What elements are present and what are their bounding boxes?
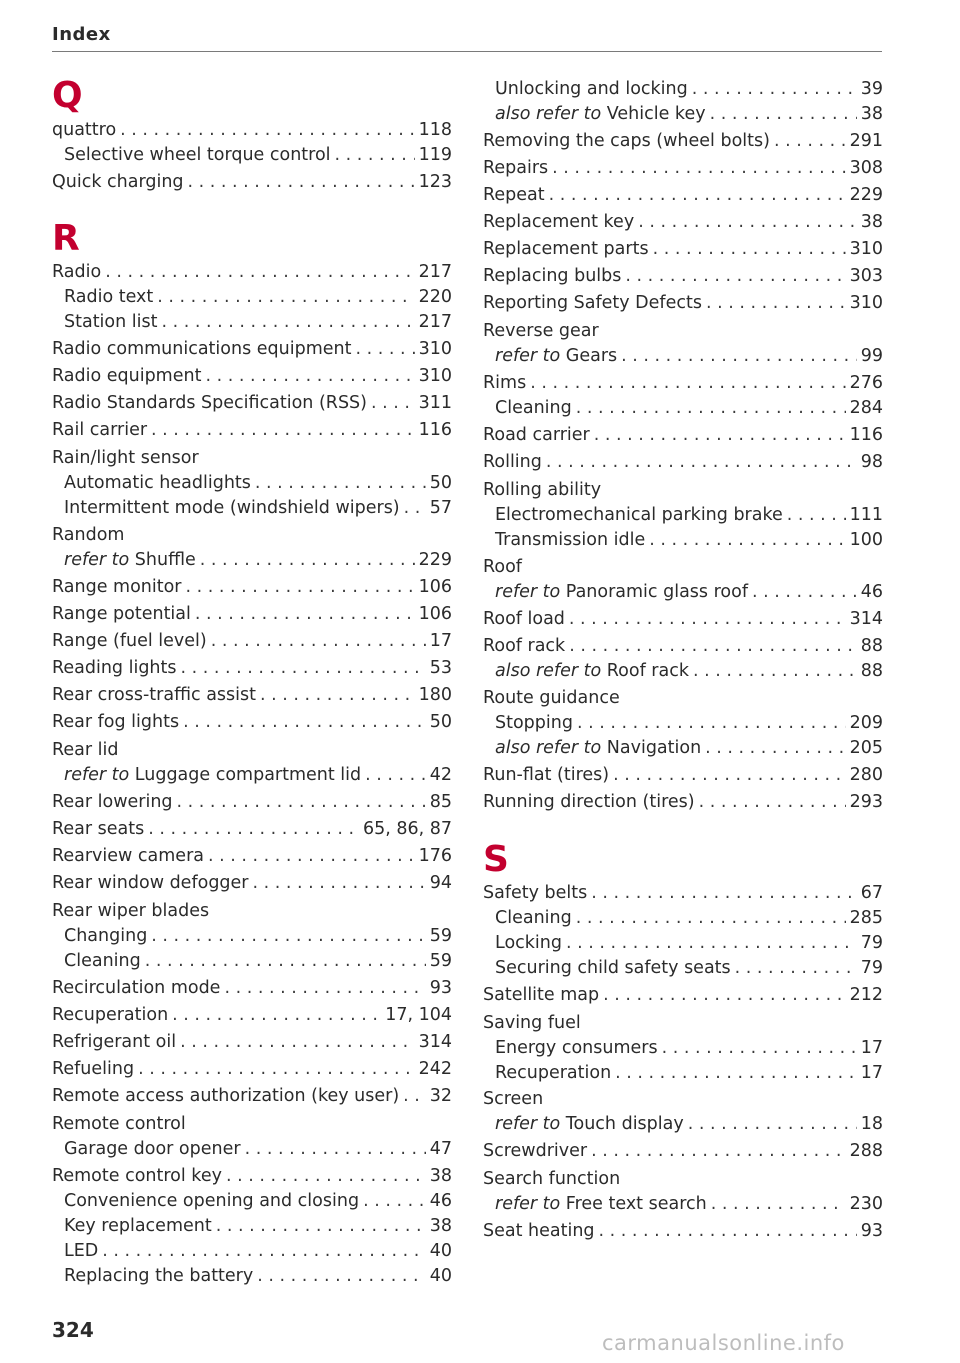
index-entry: Reporting Safety Defects . . . 310 — [483, 290, 883, 316]
index-crossref: also refer to Navigation . . . 205 — [495, 735, 883, 761]
index-entry: Range monitor . . . 106 — [52, 574, 452, 600]
index-subentry: Station list . . . 217 — [64, 309, 452, 335]
index-subentry: Cleaning . . . 285 — [495, 905, 883, 931]
index-entry: Replacement parts . . . 310 — [483, 236, 883, 262]
index-subentry: Securing child safety seats . . . 79 — [495, 955, 883, 981]
header-divider — [52, 51, 882, 52]
index-subentry: Key replacement . . . 38 — [64, 1213, 452, 1239]
index-subentry: Radio text . . . 220 — [64, 284, 452, 310]
index-crossref: refer to Panoramic glass roof . . . 46 — [495, 579, 883, 605]
index-heading: Roof — [483, 557, 522, 577]
index-entry: Rims . . . 276 — [483, 370, 883, 396]
index-entry: Road carrier . . . 116 — [483, 422, 883, 448]
index-subentry: Cleaning . . . 284 — [495, 395, 883, 421]
index-entry: Removing the caps (wheel bolts) . . . 291 — [483, 128, 883, 154]
index-subentry: LED . . . 40 — [64, 1238, 452, 1264]
index-entry: Rear seats . . . 65, 86, 87 — [52, 816, 452, 842]
index-subentry: Recuperation . . . 17 — [495, 1060, 883, 1086]
index-entry: Satellite map . . . 212 — [483, 982, 883, 1008]
index-crossref: refer to Touch display . . . 18 — [495, 1111, 883, 1137]
index-heading: Saving fuel — [483, 1013, 581, 1033]
index-heading: Screen — [483, 1089, 544, 1109]
index-heading: Remote control — [52, 1114, 186, 1134]
index-entry: Radio communications equipment . . . 310 — [52, 336, 452, 362]
index-entry: Rear window defogger . . . 94 — [52, 870, 452, 896]
index-crossref: refer to Gears . . . 99 — [495, 343, 883, 369]
index-entry: Radio Standards Specification (RSS) . . . 311 — [52, 390, 452, 416]
index-entry: Recirculation mode . . . 93 — [52, 975, 452, 1001]
index-entry: Replacing bulbs . . . 303 — [483, 263, 883, 289]
index-crossref: refer to Shuffle . . . 229 — [64, 547, 452, 573]
index-crossref: also refer to Roof rack . . . 88 — [495, 658, 883, 684]
index-entry: Repeat . . . 229 — [483, 182, 883, 208]
index-entry: Run-flat (tires) . . . 280 — [483, 762, 883, 788]
section-letter-r: R — [52, 218, 80, 259]
index-entry: Reading lights . . . 53 — [52, 655, 452, 681]
index-crossref: refer to Free text search . . . 230 — [495, 1191, 883, 1217]
index-entry: Refueling . . . 242 — [52, 1056, 452, 1082]
index-entry: Range potential . . . 106 — [52, 601, 452, 627]
index-entry: Safety belts . . . 67 — [483, 880, 883, 906]
index-subentry: Electromechanical parking brake . . . 111 — [495, 502, 883, 528]
index-entry: Seat heating . . . 93 — [483, 1218, 883, 1244]
index-entry: Rear fog lights . . . 50 — [52, 709, 452, 735]
index-entry: Roof load . . . 314 — [483, 606, 883, 632]
section-letter-q: Q — [52, 75, 83, 116]
index-subentry: Cleaning . . . 59 — [64, 948, 452, 974]
index-entry: Recuperation . . . 17, 104 — [52, 1002, 452, 1028]
index-heading: Reverse gear — [483, 321, 599, 341]
index-entry: Quick charging . . . 123 — [52, 169, 452, 195]
index-subentry: Replacing the battery . . . 40 — [64, 1263, 452, 1289]
index-subentry: Selective wheel torque control . . . 119 — [64, 142, 452, 168]
running-header — [52, 24, 882, 52]
section-letter-s: S — [483, 839, 509, 880]
index-subentry: Changing . . . 59 — [64, 923, 452, 949]
index-entry: Running direction (tires) . . . 293 — [483, 789, 883, 815]
index-subentry: Stopping . . . 209 — [495, 710, 883, 736]
index-entry: Rearview camera . . . 176 — [52, 843, 452, 869]
index-crossref: also refer to Vehicle key . . . 38 — [495, 101, 883, 127]
index-entry: Rail carrier . . . 116 — [52, 417, 452, 443]
index-entry: Repairs . . . 308 — [483, 155, 883, 181]
index-entry: Rear cross-traffic assist . . . 180 — [52, 682, 452, 708]
index-subentry: Unlocking and locking . . . 39 — [495, 76, 883, 102]
index-entry: Range (fuel level) . . . 17 — [52, 628, 452, 654]
index-entry: Remote control key . . . 38 — [52, 1163, 452, 1189]
index-entry: Roof rack . . . 88 — [483, 633, 883, 659]
index-entry: Rolling . . . 98 — [483, 449, 883, 475]
index-heading: Rain/light sensor — [52, 448, 199, 468]
index-crossref: refer to Luggage compartment lid . . . 42 — [64, 762, 452, 788]
index-heading: Rear lid — [52, 740, 119, 760]
index-heading: Random — [52, 525, 125, 545]
index-entry: Radio equipment . . . 310 — [52, 363, 452, 389]
index-subentry: Locking . . . 79 — [495, 930, 883, 956]
index-entry: Rear lowering . . . 85 — [52, 789, 452, 815]
index-subentry: Energy consumers . . . 17 — [495, 1035, 883, 1061]
index-heading: Rolling ability — [483, 480, 602, 500]
index-subentry: Intermittent mode (windshield wipers) . . . 57 — [64, 495, 452, 521]
index-entry: quattro . . . 118 — [52, 117, 452, 143]
page-number: 324 — [52, 1318, 94, 1342]
index-subentry: Transmission idle . . . 100 — [495, 527, 883, 553]
index-subentry: Convenience opening and closing . . . 46 — [64, 1188, 452, 1214]
index-subentry: Automatic headlights . . . 50 — [64, 470, 452, 496]
index-entry: Radio . . . 217 — [52, 259, 452, 285]
watermark-text: carmanualsonline.info — [602, 1331, 845, 1355]
index-entry: Remote access authorization (key user) . . . 32 — [52, 1083, 452, 1109]
index-entry: Replacement key . . . 38 — [483, 209, 883, 235]
index-heading: Route guidance — [483, 688, 620, 708]
index-heading: Rear wiper blades — [52, 901, 210, 921]
index-heading: Search function — [483, 1169, 621, 1189]
index-subentry: Garage door opener . . . 47 — [64, 1136, 452, 1162]
index-entry: Screwdriver . . . 288 — [483, 1138, 883, 1164]
index-entry: Refrigerant oil . . . 314 — [52, 1029, 452, 1055]
header-title: Index — [52, 24, 111, 45]
